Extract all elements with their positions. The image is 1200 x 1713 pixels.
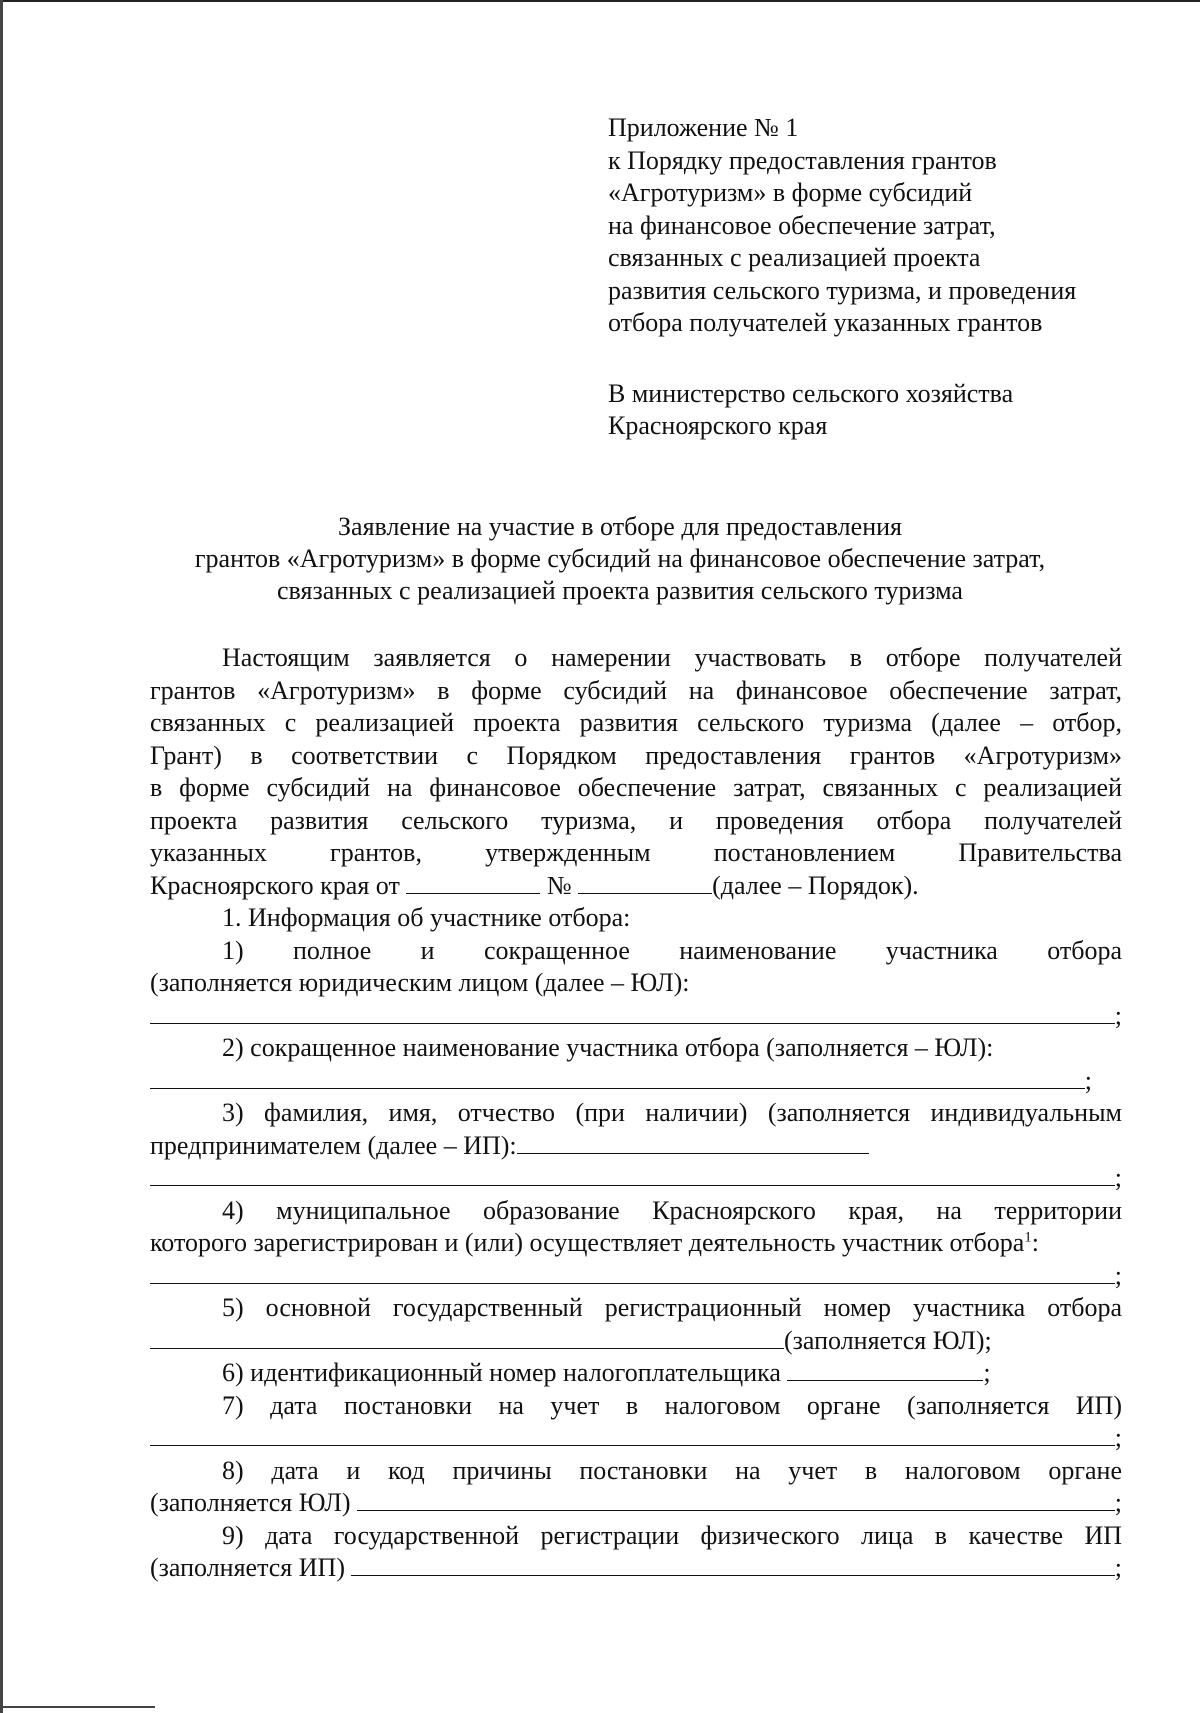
ip-registration-date-field[interactable] bbox=[351, 1553, 1114, 1576]
item-4-label: которого зарегистрирован и (или) осуществляет деятельность участник отбора bbox=[150, 1228, 1025, 1257]
item-9-field-row bbox=[150, 1552, 1122, 1585]
item-8-line: 8) дата и код причины постановки на учет в налоговом органе bbox=[222, 1455, 1122, 1485]
inn-field[interactable] bbox=[787, 1358, 983, 1381]
title-line: грантов «Агротуризм» в форме субсидий на финансовое обеспечение затрат, bbox=[194, 544, 1046, 573]
item-7-field-row bbox=[150, 1422, 1122, 1455]
decree-date-field[interactable] bbox=[406, 871, 540, 894]
intro-line: Настоящим заявляется о намерении участвовать в отборе получателей bbox=[222, 643, 1122, 672]
colon: : bbox=[1031, 1228, 1039, 1257]
footnote-marker[interactable]: 1 bbox=[1024, 1229, 1032, 1246]
decree-number-field[interactable] bbox=[578, 871, 712, 894]
item-6-line bbox=[150, 1357, 1122, 1390]
appendix-line: развития сельского туризма, и проведения bbox=[608, 275, 1077, 305]
semicolon: ; bbox=[1084, 1065, 1092, 1095]
item-1-line: (заполняется юридическим лицом (далее – ЮЛ): bbox=[150, 968, 690, 997]
addressee bbox=[608, 378, 1168, 442]
item-2-field-row bbox=[150, 1065, 1122, 1098]
document-title bbox=[140, 511, 1100, 607]
item-3-line: 3) фамилия, имя, отчество (при наличии) (заполняется индивидуальным bbox=[222, 1098, 1122, 1127]
section-heading: 1. Информация об участнике отбора: bbox=[222, 903, 631, 932]
tax-registration-date-field[interactable] bbox=[150, 1423, 1115, 1446]
intro-suffix: (далее – Порядок). bbox=[712, 870, 919, 900]
number-sign: № bbox=[546, 870, 572, 900]
intro-last-line bbox=[150, 870, 1122, 903]
document-body bbox=[150, 642, 1122, 1585]
item-4-line-2 bbox=[150, 1227, 1122, 1260]
intro-line: в форме субсидий на финансовое обеспечение затрат, связанных с реализацией bbox=[150, 773, 1122, 802]
item-2-line: 2) сокращенное наименование участника отбора (заполняется – ЮЛ): bbox=[222, 1033, 994, 1062]
item-3-line-2 bbox=[150, 1130, 1122, 1163]
semicolon: ; bbox=[1114, 1260, 1122, 1290]
title-line: связанных с реализацией проекта развития сельского туризма bbox=[277, 576, 963, 605]
item-8-field-row bbox=[150, 1487, 1122, 1520]
item-8-label: (заполняется ЮЛ) bbox=[150, 1488, 351, 1517]
semicolon: ; bbox=[1114, 1000, 1122, 1030]
item-4-field-row bbox=[150, 1260, 1122, 1293]
full-name-field[interactable] bbox=[150, 1001, 1115, 1024]
semicolon: ; bbox=[983, 1358, 991, 1387]
intro-line: связанных с реализацией проекта развития сельского туризма (далее – отбор, bbox=[150, 708, 1122, 737]
appendix-header bbox=[608, 112, 1168, 340]
title-line: Заявление на участие в отборе для предоставления bbox=[338, 512, 902, 541]
short-name-field[interactable] bbox=[150, 1066, 1085, 1089]
intro-line: Грант) в соответствии с Порядком предоставления грантов «Агротуризм» bbox=[150, 740, 1122, 770]
appendix-line: Приложение № 1 bbox=[608, 113, 799, 142]
appendix-line: отбора получателей указанных грантов bbox=[608, 308, 1043, 337]
intro-prefix: Красноярского края от bbox=[150, 870, 400, 900]
municipality-field[interactable] bbox=[150, 1261, 1115, 1284]
item-6-label: 6) идентификационный номер налогоплательщика bbox=[222, 1358, 781, 1387]
item-4-line: 4) муниципальное образование Красноярского края, на территории bbox=[222, 1195, 1122, 1225]
semicolon: ; bbox=[1114, 1423, 1122, 1452]
appendix-line: к Порядку предоставления грантов bbox=[608, 145, 997, 175]
item-5-line-2 bbox=[150, 1325, 1122, 1358]
footnote-separator bbox=[0, 1706, 155, 1708]
item-3-label: предпринимателем (далее – ИП): bbox=[150, 1130, 517, 1160]
intro-line: грантов «Агротуризм» в форме субсидий на финансовое обеспечение затрат, bbox=[150, 675, 1122, 705]
item-7-line: 7) дата постановки на учет в налоговом органе (заполняется ИП) bbox=[222, 1390, 1122, 1420]
appendix-line: «Агротуризм» в форме субсидий bbox=[608, 178, 973, 207]
scan-edge-left bbox=[0, 0, 3, 1713]
item-3-field-row bbox=[150, 1162, 1122, 1195]
scan-edge-top bbox=[0, 0, 1200, 2]
semicolon: ; bbox=[1114, 1488, 1122, 1517]
appendix-line: связанных с реализацией проекта bbox=[608, 243, 981, 272]
ogrn-field[interactable] bbox=[150, 1326, 784, 1349]
semicolon: ; bbox=[1114, 1163, 1122, 1192]
intro-line: указанных грантов, утвержденным постановлением Правительства bbox=[150, 838, 1122, 867]
item-1-field-row bbox=[150, 1000, 1122, 1033]
item-1-line: 1) полное и сокращенное наименование участника отбора bbox=[222, 935, 1122, 965]
kpp-field[interactable] bbox=[357, 1488, 1115, 1511]
intro-line: проекта развития сельского туризма, и проведения отбора получателей bbox=[150, 805, 1122, 835]
item-9-line: 9) дата государственной регистрации физического лица в качестве ИП bbox=[222, 1520, 1122, 1550]
item-9-label: (заполняется ИП) bbox=[150, 1553, 345, 1582]
addressee-line: В министерство сельского хозяйства bbox=[608, 379, 1014, 408]
fio-field-continued[interactable] bbox=[150, 1163, 1115, 1186]
fio-field[interactable] bbox=[517, 1131, 869, 1154]
semicolon: ; bbox=[1114, 1553, 1122, 1582]
item-5-line: 5) основной государственный регистрационный номер участника отбора bbox=[222, 1293, 1122, 1322]
item-5-suffix: (заполняется ЮЛ); bbox=[784, 1325, 992, 1355]
appendix-line: на финансовое обеспечение затрат, bbox=[608, 210, 996, 240]
addressee-line: Красноярского края bbox=[608, 411, 828, 440]
